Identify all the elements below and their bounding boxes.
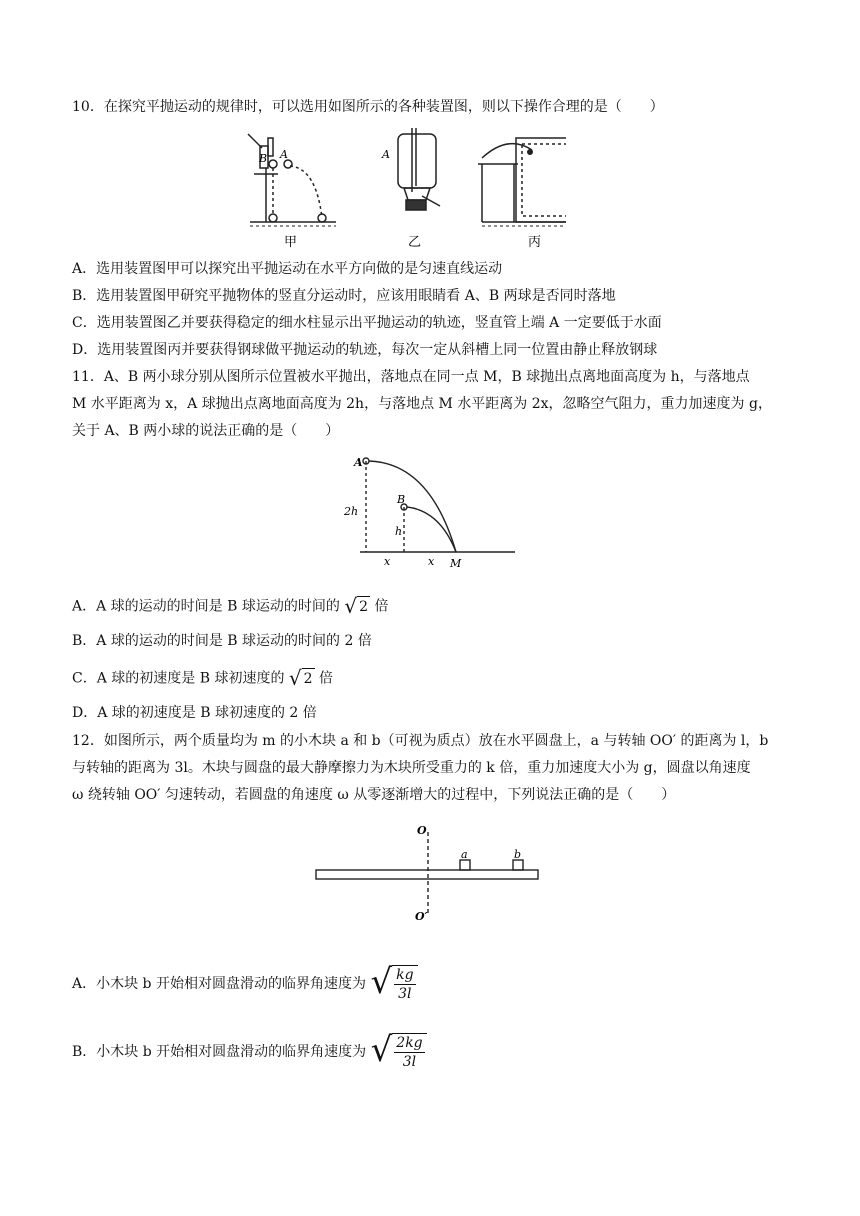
q12-stem-line-3: ω 绕转轴 OO′ 匀速转动，若圆盘的角速度 ω 从零逐渐增大的过程中，下列说法正确的是（ ） (72, 787, 676, 803)
label-jia: 甲 (284, 235, 298, 250)
q10-figure (246, 128, 566, 252)
frac-denominator: 3l (398, 986, 412, 1002)
sqrt-2-radicand: 2 (357, 596, 370, 617)
sqrt-2-expression-c: √ 2 (288, 666, 313, 690)
q11-option-c-suffix: 倍 (319, 670, 334, 687)
label-bing: 丙 (528, 235, 542, 250)
label-A-yi: A (382, 148, 390, 161)
q10-option-d: D．选用装置图丙并要获得钢球做平抛运动的轨迹，每次一定从斜槽上同一位置由静止释放钢球 (72, 342, 658, 358)
sqrt-2-expression: √ 2 (344, 594, 368, 618)
label-M: M (450, 557, 462, 570)
sqrt-2-radicand-c: 2 (302, 668, 315, 689)
sqrt-kg-3l: √ $\frac{kg}{3l}$ (370, 965, 417, 1003)
q11-option-c (72, 668, 333, 689)
q11-option-a-text: A．A 球的运动的时间是 B 球运动的时间的 (72, 598, 340, 615)
label-A-ball: A (354, 456, 363, 469)
apparatus-yi (398, 128, 440, 210)
label-yi: 乙 (408, 235, 422, 250)
q12-stem-line-2: 与转轴的距离为 3l。木块与圆盘的最大静摩擦力为木块所受重力的 k 倍，重力加速度大小为 g，圆盘以角速度 (72, 760, 751, 776)
q12-figure (310, 818, 550, 928)
label-2h: 2h (344, 505, 359, 518)
q12-option-b-text: B．小木块 b 开始相对圆盘滑动的临界角速度为 (72, 1044, 367, 1060)
sqrt-2kg-3l: √ $\frac{2kg}{3l}$ (371, 1033, 427, 1071)
q10-stem: 10．在探究平抛运动的规律时，可以选用如图所示的各种装置图，则以下操作合理的是（ ） (72, 99, 664, 115)
label-O: O (417, 824, 427, 837)
label-x-1: x (384, 555, 391, 568)
label-B-jia: B (259, 152, 268, 165)
label-B-ball: B (397, 493, 406, 506)
q11-stem-line-2: M 水平距离为 x，A 球抛出点离地面高度为 2h，与落地点 M 水平距离为 2x，忽略空气阻力，重力加速度为 g， (72, 396, 772, 412)
apparatus-jia (248, 134, 336, 226)
q12-option-a-text: A．小木块 b 开始相对圆盘滑动的临界角速度为 (72, 976, 366, 992)
frac-numerator-b: 2kg (396, 1035, 423, 1051)
q12-option-a (72, 962, 418, 1003)
label-O-prime: O′ (415, 910, 428, 923)
q12-stem-line-1: 12．如图所示，两个质量均为 m 的小木块 a 和 b（可视为质点）放在水平圆盘上，a 与转轴 OO′ 的距离为 l，b (72, 733, 769, 749)
q11-option-a (72, 596, 388, 617)
q11-stem-line-1: 11．A、B 两小球分别从图所示位置被水平抛出，落地点在同一点 M，B 球抛出点离地面高度为 h，与落地点 (72, 369, 750, 385)
q10-option-b: B．选用装置图甲研究平抛物体的竖直分运动时，应该用眼睛看 A、B 两球是否同时落地 (72, 288, 616, 304)
q11-option-d: D．A 球的初速度是 B 球初速度的 2 倍 (72, 705, 317, 721)
q12-option-b (72, 1030, 427, 1071)
label-A-jia: A (280, 148, 288, 161)
q11-stem-line-3: 关于 A、B 两小球的说法正确的是（ ） (72, 423, 340, 439)
frac-numerator: kg (396, 967, 414, 983)
label-h: h (395, 525, 403, 538)
q11-option-a-suffix: 倍 (374, 598, 389, 615)
frac-denominator-b: 3l (402, 1054, 417, 1070)
label-a: a (461, 848, 468, 861)
label-b: b (514, 848, 522, 861)
q11-figure (340, 455, 520, 570)
q10-option-c: C．选用装置图乙并要获得稳定的细水柱显示出平抛运动的轨迹，竖直管上端 A 一定要低于水面 (72, 315, 662, 331)
q11-option-b: B．A 球的运动的时间是 B 球运动的时间的 2 倍 (72, 633, 372, 649)
q11-option-c-text: C．A 球的初速度是 B 球初速度的 (72, 670, 285, 687)
label-x-2: x (428, 555, 435, 568)
apparatus-bing (478, 138, 566, 226)
q10-option-a: A．选用装置图甲可以探究出平抛运动在水平方向做的是匀速直线运动 (72, 261, 503, 277)
